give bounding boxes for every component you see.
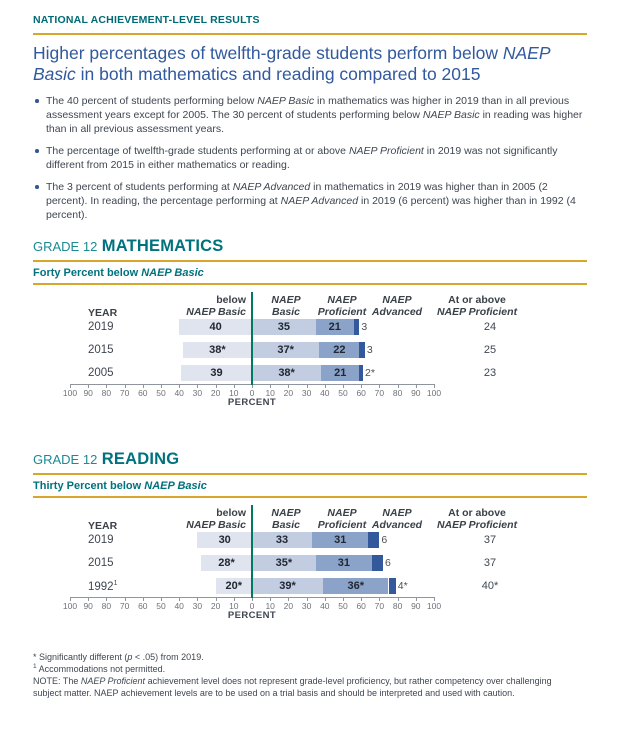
axis-tick-label: 80	[392, 600, 403, 611]
axis-tick-label: 50	[338, 387, 348, 398]
bullet-item: The percentage of twelfth-grade students performing at or above NAEP Proficient in 2019 was not significantly different from 2015 in either mathematics or reading.	[33, 144, 586, 172]
bar-value-advanced: 4*	[397, 579, 408, 592]
column-header-line: NAEP	[327, 293, 357, 306]
at-or-above-value: 25	[483, 343, 497, 356]
bar-value: 39*	[279, 579, 296, 592]
bar-segment-naep-advanced	[372, 555, 383, 571]
axis-tick-label: 80	[392, 387, 403, 398]
column-header-line: NAEP Basic	[186, 518, 246, 531]
column-header-line: At or above	[448, 506, 506, 519]
bar-value: 38*	[278, 366, 295, 379]
year-label: 2019	[88, 533, 114, 546]
column-header-line: NAEP Proficient	[436, 518, 518, 531]
axis-tick-label: 30	[192, 387, 203, 398]
bar-value: 36*	[347, 579, 364, 592]
bar-value-advanced: 3	[361, 320, 368, 333]
bar-segment-naep-advanced	[359, 365, 363, 381]
axis-tick-label: 70	[374, 387, 385, 398]
bar-value: 35	[277, 320, 290, 333]
bar-value: 21	[328, 320, 341, 333]
axis-tick-label: 20	[283, 387, 294, 398]
axis-tick-label: 60	[138, 600, 148, 611]
mathematics-chart	[0, 292, 620, 414]
at-or-above-value: 37	[483, 556, 497, 569]
column-header-basic	[271, 294, 300, 319]
column-header-line: Basic	[271, 305, 301, 318]
bar-value: 38*	[209, 343, 226, 356]
footnotes	[33, 651, 578, 700]
axis-tick-label: 80	[101, 600, 112, 611]
footnote-note: NOTE: The NAEP Proficient achievement level does not represent grade-level proficiency, but rather competency over challenging subject matter. NAEP achievement levels are to be used on a trial basis and should be interpreted and used with caution.	[33, 675, 552, 698]
column-header-line: Basic	[271, 518, 301, 531]
column-header-line: Proficient	[317, 518, 367, 531]
grade-label: GRADE 12	[33, 451, 98, 467]
bar-segment-naep-advanced	[389, 578, 396, 594]
axis-tick-label: 30	[301, 387, 312, 398]
axis-tick-label: 40	[320, 387, 330, 398]
column-header-at-or-above	[437, 294, 517, 319]
year-column-header: YEAR	[88, 306, 118, 319]
column-header-basic	[271, 507, 300, 532]
axis-tick-label: 90	[83, 387, 93, 398]
column-header-proficient	[318, 507, 366, 532]
bar-value-advanced: 2*	[365, 366, 375, 379]
column-header-line: Advanced	[371, 518, 423, 531]
bar-value: 33	[275, 533, 289, 546]
axis-tick-label: 50	[156, 387, 166, 398]
bar-value-advanced: 3	[366, 343, 373, 356]
year-label: 2015	[88, 556, 114, 569]
year-label: 2019	[88, 320, 114, 333]
column-header-below-basic	[186, 294, 246, 319]
bar-value: 30	[218, 533, 231, 546]
bar-value: 37*	[277, 343, 294, 356]
axis-tick-label: 70	[119, 387, 130, 398]
column-header-line: NAEP	[382, 293, 412, 306]
footnote-accommodations: $^1$ Accommodations not permitted.	[33, 662, 166, 674]
reading-section	[0, 450, 620, 627]
column-header-line: Proficient	[317, 305, 367, 318]
subject-label: MATHEMATICS	[101, 236, 224, 255]
column-header-at-or-above	[437, 507, 517, 532]
axis-tick-label: 50	[338, 600, 348, 611]
page-title: Higher percentages of twelfth-grade students perform below NAEP Basic in both mathematics and reading compared to 2015	[33, 43, 550, 84]
axis-tick-label: 90	[411, 600, 421, 611]
axis-tick-label: 10	[229, 387, 239, 398]
axis-tick-label: 40	[174, 387, 184, 398]
year-label: 2015	[88, 343, 114, 356]
reading-chart	[0, 505, 620, 627]
axis-tick-label: 60	[356, 387, 366, 398]
axis-tick-label: 70	[119, 600, 130, 611]
column-header-line: At or above	[448, 293, 506, 306]
bar-value: 20*	[225, 579, 243, 592]
axis-tick-label: 20	[210, 387, 221, 398]
axis-tick-label: 20	[210, 600, 221, 611]
bar-value: 22	[333, 343, 346, 356]
axis-tick-label: 60	[138, 387, 148, 398]
subject-label: READING	[101, 449, 180, 468]
column-header-advanced	[372, 294, 422, 319]
axis-tick-label: 60	[356, 600, 366, 611]
column-header-advanced	[372, 507, 422, 532]
column-header-line: NAEP	[382, 506, 412, 519]
column-header-line: NAEP	[271, 293, 301, 306]
year-label: 1992$^1$	[88, 579, 118, 593]
axis-tick-label: 0	[249, 387, 255, 398]
column-header-line: Advanced	[371, 305, 423, 318]
at-or-above-value: 23	[483, 366, 497, 379]
axis-tick-label: 10	[265, 387, 275, 398]
mathematics-section	[0, 237, 620, 414]
bar-value: 39	[210, 366, 223, 379]
section-banner: Forty Percent below NAEP Basic	[33, 266, 204, 279]
year-label: 2005	[88, 366, 114, 379]
axis-tick-label: 10	[265, 600, 275, 611]
bullet-item: The 40 percent of students performing below NAEP Basic in mathematics was higher in 2019 than in all previous assessment years except for 2005. The 30 percent of students performing below NAEP Basic in reading was higher than in all previous assessment years.	[33, 94, 586, 136]
bullet-item: The 3 percent of students performing at NAEP Advanced in mathematics in 2019 was higher than in 2005 (2 percent). In reading, the percentage performing at NAEP Advanced in 2019 (6 percent) was higher than in 1992 (4 percent).	[33, 180, 586, 222]
axis-tick-label: 80	[101, 387, 112, 398]
footnote-significance: * Significantly different (p < .05) from 2019.	[33, 651, 204, 662]
gold-divider	[33, 473, 587, 475]
at-or-above-value: 40*	[481, 579, 499, 592]
axis-tick-label: 100	[62, 387, 78, 398]
axis-tick-label: 10	[229, 600, 239, 611]
axis-title: PERCENT	[227, 396, 277, 408]
bar-value: 35*	[275, 556, 293, 569]
grade-label: GRADE 12	[33, 238, 98, 254]
column-header-line: NAEP Proficient	[436, 305, 518, 318]
key-findings-list	[33, 94, 587, 223]
gold-divider	[33, 496, 587, 498]
section-heading	[33, 237, 587, 256]
axis-tick-label: 90	[411, 387, 421, 398]
at-or-above-value: 37	[483, 533, 497, 546]
section-banner: Thirty Percent below NAEP Basic	[33, 479, 207, 492]
axis-tick-label: 30	[192, 600, 203, 611]
axis-tick-label: 50	[156, 600, 166, 611]
axis-tick-label: 100	[426, 600, 442, 611]
gold-divider	[33, 283, 587, 285]
bar-value-advanced: 6	[381, 533, 388, 546]
bar-value: 31	[334, 533, 347, 546]
axis-tick-label: 90	[83, 600, 93, 611]
bar-value: 40	[209, 320, 222, 333]
bar-segment-naep-advanced	[354, 319, 359, 335]
axis-title: PERCENT	[227, 609, 277, 621]
section-heading	[33, 450, 587, 469]
year-column-header: YEAR	[88, 519, 118, 532]
axis-tick-label: 40	[320, 600, 330, 611]
gold-divider	[33, 33, 587, 35]
axis-tick-label: 100	[62, 600, 78, 611]
gold-divider	[33, 260, 587, 262]
bar-value-advanced: 6	[385, 556, 391, 569]
axis-tick-label: 100	[426, 387, 442, 398]
at-or-above-value: 24	[483, 320, 497, 333]
axis-tick-label: 0	[249, 600, 255, 611]
axis-tick-label: 40	[174, 600, 184, 611]
column-header-line: NAEP	[271, 506, 301, 519]
column-header-line: below	[216, 293, 246, 306]
column-header-line: below	[216, 506, 246, 519]
report-eyebrow: NATIONAL ACHIEVEMENT-LEVEL RESULTS	[33, 14, 260, 26]
bar-value: 28*	[218, 556, 235, 569]
bar-value: 21	[334, 366, 347, 379]
column-header-line: NAEP Basic	[186, 305, 246, 318]
axis-tick-label: 30	[301, 600, 312, 611]
bar-segment-naep-advanced	[359, 342, 364, 358]
axis-tick-label: 20	[283, 600, 294, 611]
axis-tick-label: 70	[374, 600, 385, 611]
column-header-below-basic	[186, 507, 246, 532]
bar-segment-naep-advanced	[368, 532, 379, 548]
column-header-proficient	[318, 294, 366, 319]
column-header-line: NAEP	[327, 506, 357, 519]
bar-value: 31	[337, 556, 351, 569]
